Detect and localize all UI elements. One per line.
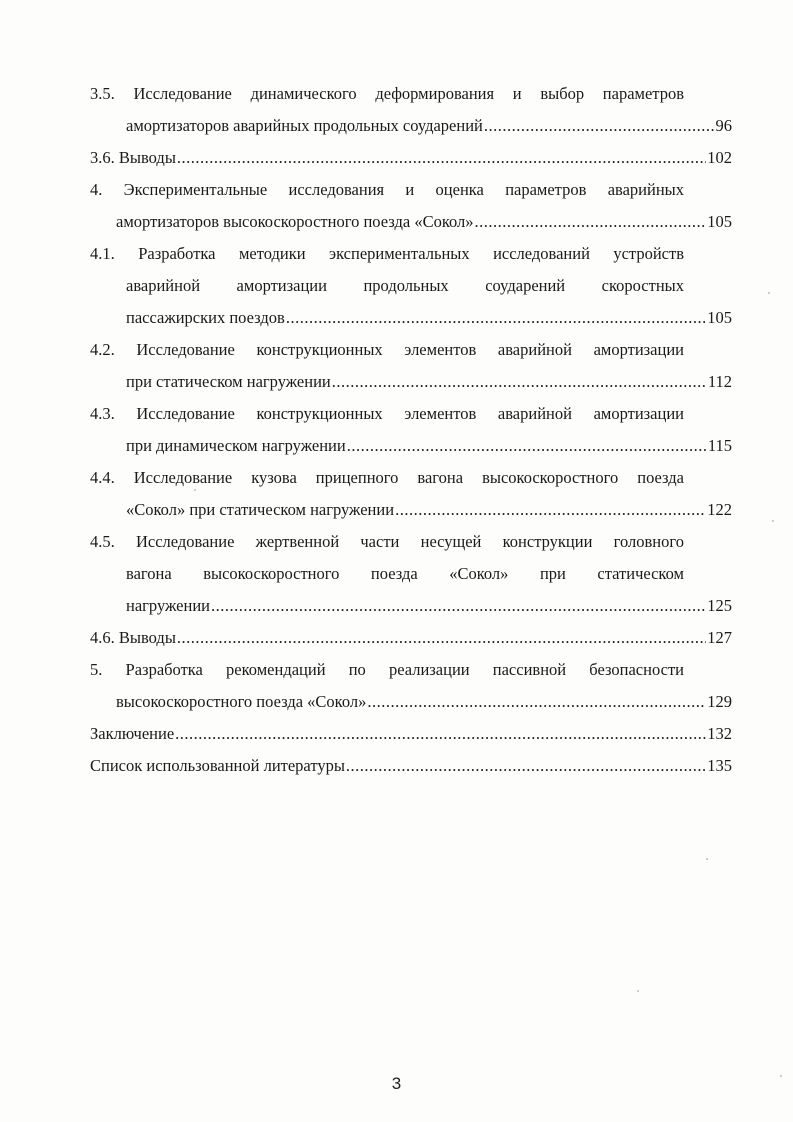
- toc-entry-final-line: [90, 206, 732, 238]
- toc-entry-final-line: [90, 622, 732, 654]
- toc-entry-4-4[interactable]: [90, 462, 732, 526]
- toc-entry-title: амортизаторов аварийных продольных соударений: [126, 116, 483, 135]
- toc-page-number: 105: [707, 212, 732, 231]
- toc-entry-title: 4.6. Выводы: [90, 628, 176, 647]
- toc-entry-4-1[interactable]: [90, 238, 732, 334]
- toc-entry-line: вагона высокоскоростного поезда «Сокол» при статическом: [126, 564, 684, 583]
- dot-leader: [332, 366, 707, 398]
- toc-entry-title: Список использованной литературы: [90, 756, 345, 775]
- toc-entry-title: 3.6. Выводы: [90, 148, 176, 167]
- toc-page-number: 112: [707, 372, 732, 391]
- toc-page-number: 129: [707, 692, 732, 711]
- toc-entry-4-3[interactable]: [90, 398, 732, 462]
- toc-page-number: 122: [707, 500, 732, 519]
- toc-entry-final-line: [90, 494, 732, 526]
- toc-entry-line: аварийной амортизации продольных соударений скоростных: [126, 276, 684, 295]
- toc-entry-title: «Сокол» при статическом нагружении: [126, 500, 395, 519]
- toc-entry-title: при статическом нагружении: [126, 372, 331, 391]
- toc-entry-line: 4.3. Исследование конструкционных элементов аварийной амортизации: [90, 404, 684, 423]
- toc-entry-final-line: [90, 750, 732, 782]
- toc-entry-final-line: [90, 110, 732, 142]
- toc-entry-final-line: [90, 302, 732, 334]
- dot-leader: [395, 494, 706, 526]
- toc-page-number: 96: [715, 116, 732, 135]
- scan-speck: [706, 858, 708, 860]
- toc-entry-final-line: [90, 718, 732, 750]
- dot-leader: [177, 142, 706, 174]
- page-number: 3: [391, 1074, 402, 1093]
- toc-entry-title: нагружении: [126, 596, 210, 615]
- toc-page-number: 127: [707, 628, 732, 647]
- toc-entry-line: 4.4. Исследование кузова прицепного вагона высокоскоростного поезда: [90, 468, 684, 487]
- toc-entry-3-5[interactable]: [90, 78, 732, 142]
- scan-speck: [194, 489, 196, 491]
- toc-entry-conclusion[interactable]: [90, 718, 732, 750]
- toc-page-number: 135: [707, 756, 732, 775]
- toc-entry-title: высокоскоростного поезда «Сокол»: [116, 692, 367, 711]
- toc-page-number: 125: [707, 596, 732, 615]
- dot-leader: [484, 110, 715, 142]
- toc-entry-line: 3.5. Исследование динамического деформирования и выбор параметров: [90, 84, 684, 103]
- toc-entry-title: пассажирских поездов: [126, 308, 285, 327]
- toc-entry-5[interactable]: [90, 654, 732, 718]
- toc-entry-3-6[interactable]: [90, 142, 732, 174]
- dot-leader: [211, 590, 706, 622]
- scan-speck: [768, 292, 770, 294]
- toc-entry-4-6[interactable]: [90, 622, 732, 654]
- toc-entry-final-line: [90, 366, 732, 398]
- toc-entry-line: 4.1. Разработка методики экспериментальных исследований устройств: [90, 244, 684, 263]
- toc-page-number: 102: [707, 148, 732, 167]
- toc-entry-line: 5. Разработка рекомендаций по реализации пассивной безопасности: [90, 660, 684, 679]
- toc-entry-title: Заключение: [90, 724, 175, 743]
- toc-entry-line: 4.5. Исследование жертвенной части несущей конструкции головного: [90, 532, 684, 551]
- table-of-contents: [90, 78, 732, 782]
- toc-entry-references[interactable]: [90, 750, 732, 782]
- scan-speck: [772, 520, 774, 522]
- toc-entry-title: амортизаторов высокоскоростного поезда «Сокол»: [116, 212, 474, 231]
- dot-leader: [475, 206, 707, 238]
- toc-entry-4-2[interactable]: [90, 334, 732, 398]
- toc-entry-line: 4. Экспериментальные исследования и оценка параметров аварийных: [90, 180, 684, 199]
- toc-entry-final-line: [90, 430, 732, 462]
- toc-page-number: 105: [707, 308, 732, 327]
- dot-leader: [367, 686, 706, 718]
- dot-leader: [347, 430, 707, 462]
- scan-speck: [637, 990, 639, 992]
- toc-entry-4[interactable]: [90, 174, 732, 238]
- dot-leader: [286, 302, 706, 334]
- toc-entry-final-line: [90, 686, 732, 718]
- dot-leader: [177, 622, 706, 654]
- dot-leader: [346, 750, 706, 782]
- toc-page-number: 115: [707, 436, 732, 455]
- toc-entry-4-5[interactable]: [90, 526, 732, 622]
- dot-leader: [175, 718, 706, 750]
- toc-entry-final-line: [90, 590, 732, 622]
- toc-entry-title: при динамическом нагружении: [126, 436, 346, 455]
- toc-entry-final-line: [90, 142, 732, 174]
- toc-page-number: 132: [707, 724, 732, 743]
- toc-entry-line: 4.2. Исследование конструкционных элементов аварийной амортизации: [90, 340, 684, 359]
